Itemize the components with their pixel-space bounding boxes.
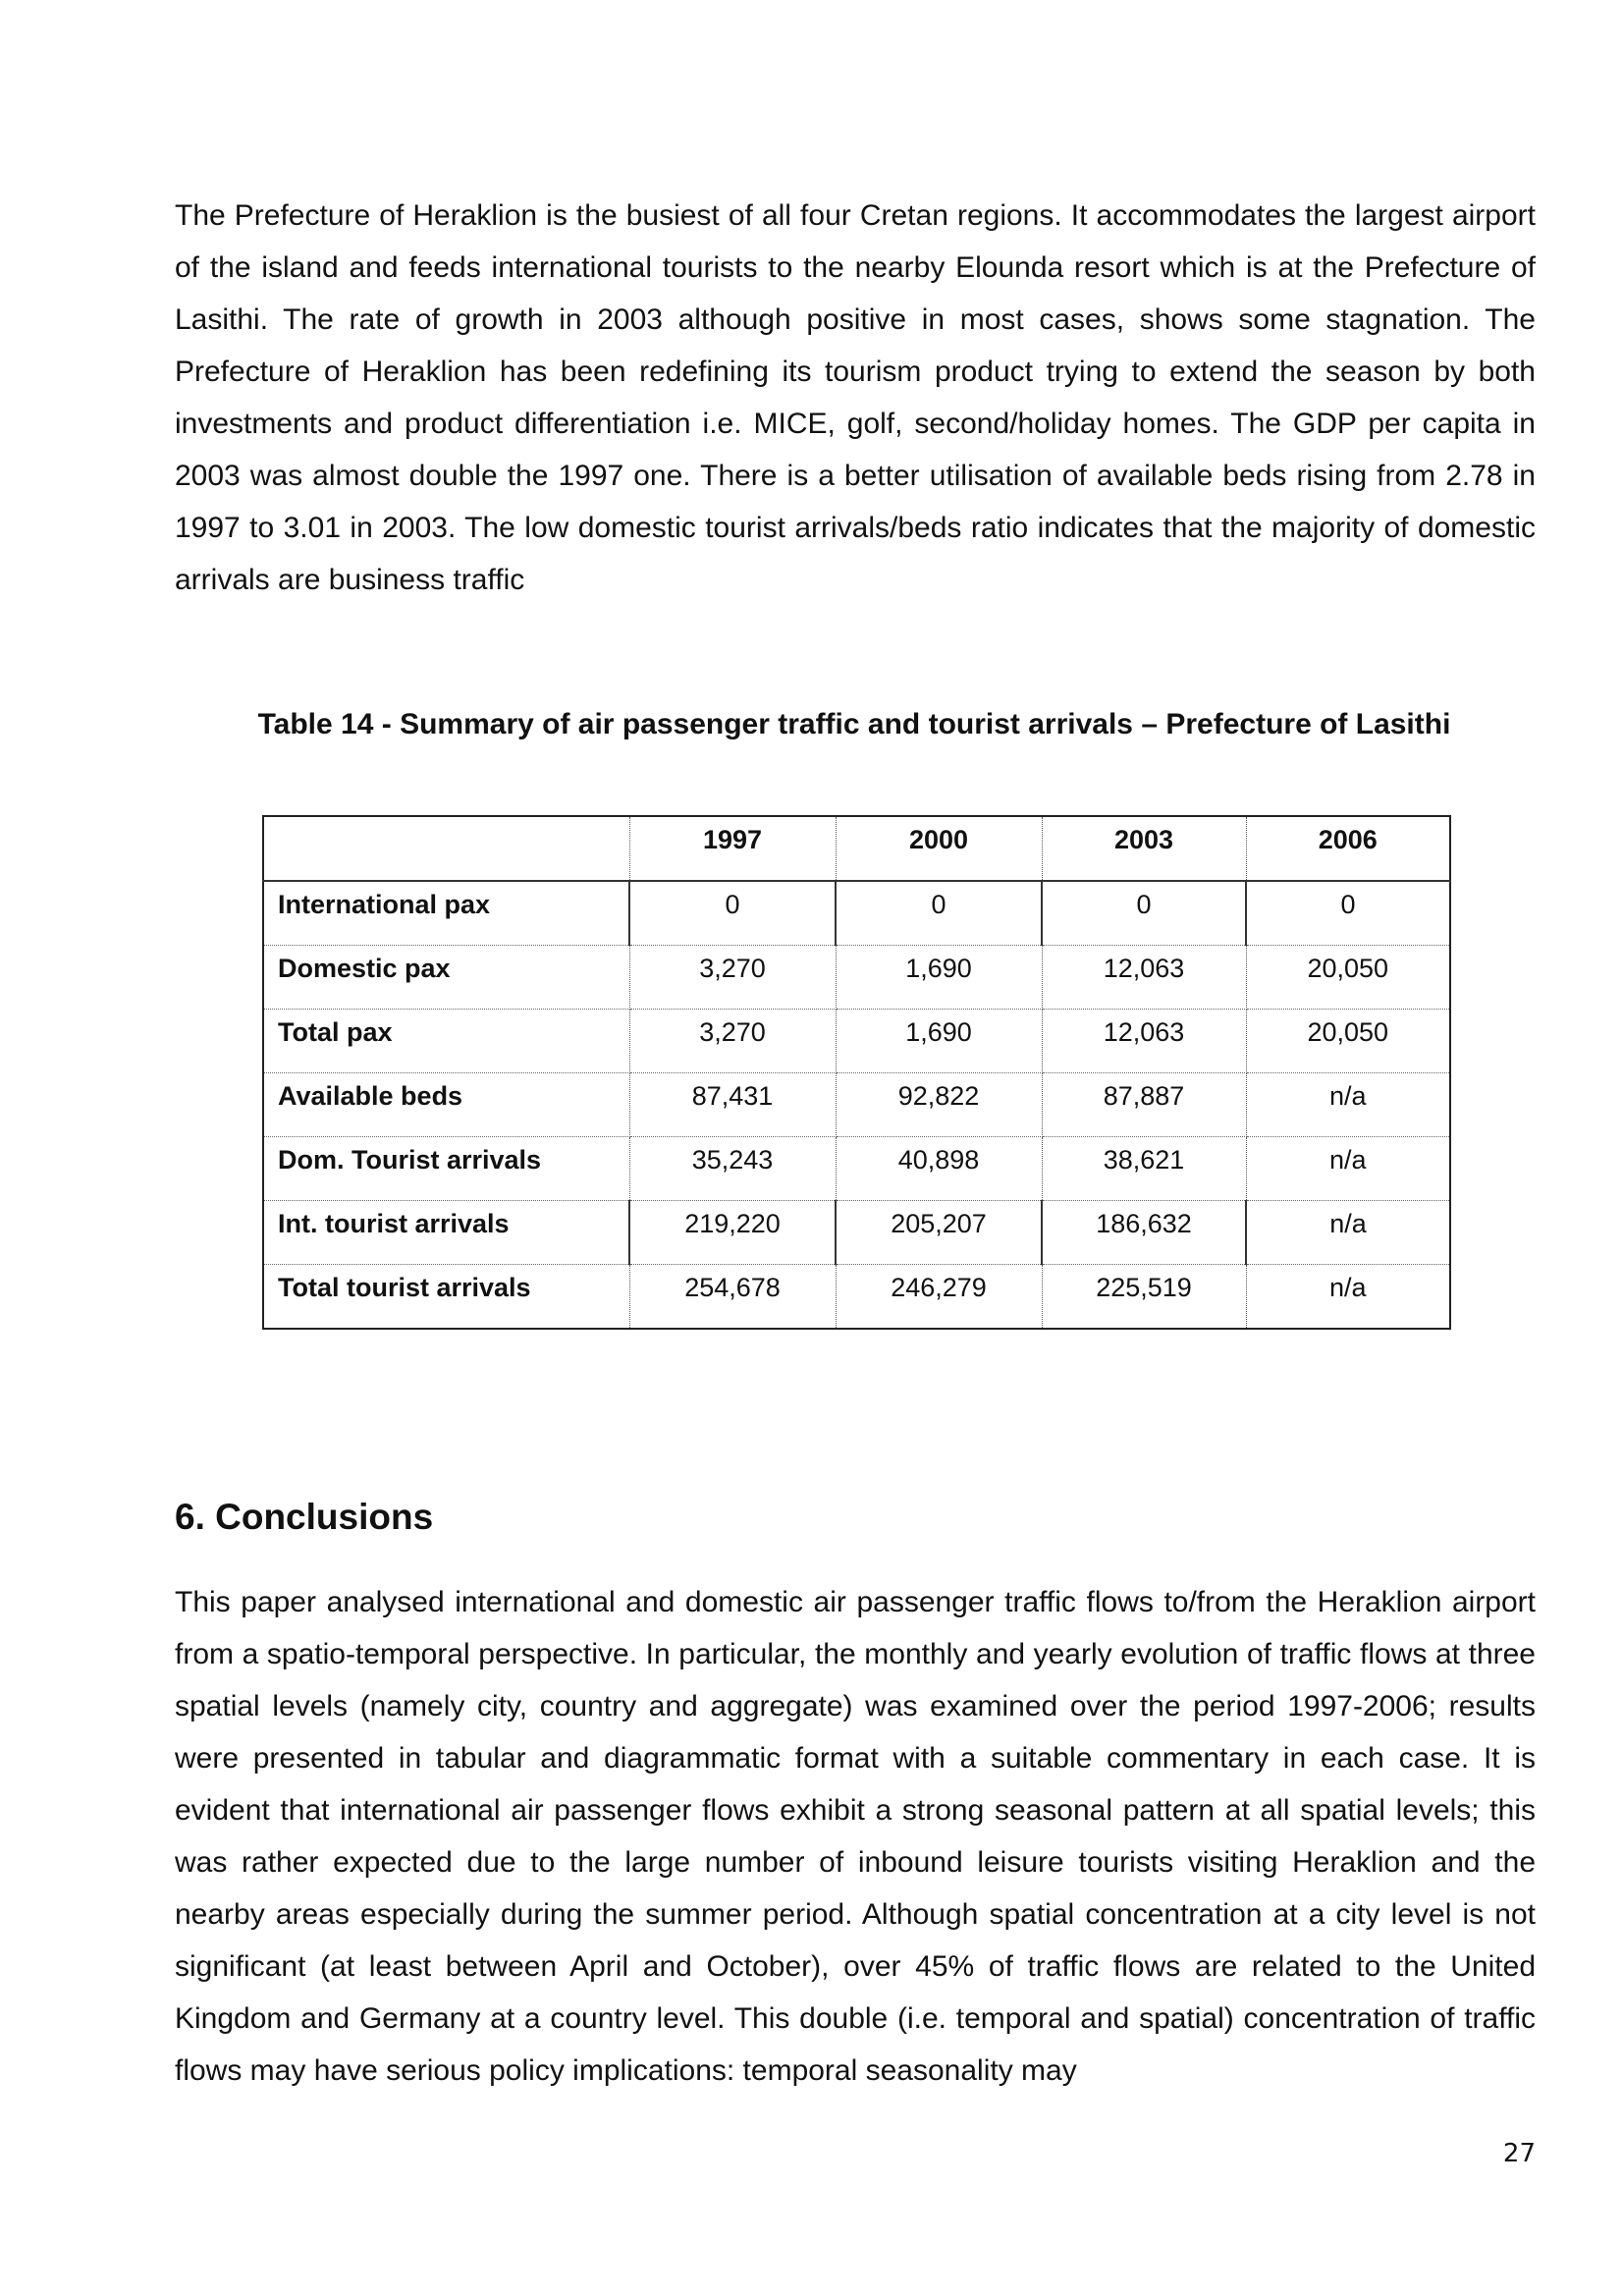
table-cell: 12,063	[1042, 946, 1246, 1010]
table-cell: 0	[1042, 881, 1246, 946]
row-label: Total tourist arrivals	[263, 1265, 629, 1330]
header-cell-2003: 2003	[1042, 816, 1246, 881]
table-cell: 246,279	[836, 1265, 1042, 1330]
table-row	[263, 1137, 1450, 1201]
table-cell: 186,632	[1042, 1201, 1246, 1265]
table-cell: n/a	[1246, 1073, 1450, 1137]
table-cell: 1,690	[836, 946, 1042, 1010]
table-cell: 3,270	[629, 1010, 836, 1073]
table-cell: n/a	[1246, 1137, 1450, 1201]
page-number: 27	[1502, 2139, 1536, 2168]
table-row	[263, 881, 1450, 946]
row-label: Dom. Tourist arrivals	[263, 1137, 629, 1201]
table-cell: 40,898	[836, 1137, 1042, 1201]
table-cell: 0	[629, 881, 836, 946]
intro-paragraph: The Prefecture of Heraklion is the busiest of all four Cretan regions. It accommodates the largest airport of the island and feeds international tourists to the nearby Elounda resort which is at the Prefecture of Lasithi. The rate of growth in 2003 although positive in most cases, shows some stagnation. The Prefecture of Heraklion has been redefining its tourism product trying to extend the season by both investments and product differentiation i.e. MICE, golf, second/holiday homes. The GDP per capita in 2003 was almost double the 1997 one. There is a better utilisation of available beds rising from 2.78 in 1997 to 3.01 in 2003. The low domestic tourist arrivals/beds ratio indicates that the majority of domestic arrivals are business traffic	[175, 199, 1536, 596]
row-label: Available beds	[263, 1073, 629, 1137]
table-row	[263, 1010, 1450, 1073]
table-caption: Table 14 - Summary of air passenger traffic and tourist arrivals – Prefecture of Lasithi	[257, 708, 1451, 740]
table-header-row	[263, 816, 1450, 881]
table-cell: 254,678	[629, 1265, 836, 1330]
table-cell: 20,050	[1246, 946, 1450, 1010]
table-cell: 225,519	[1042, 1265, 1246, 1330]
table-cell: 35,243	[629, 1137, 836, 1201]
table-cell: n/a	[1246, 1265, 1450, 1330]
table-cell: 0	[1246, 881, 1450, 946]
table-cell: 3,270	[629, 946, 836, 1010]
table-cell: 12,063	[1042, 1010, 1246, 1073]
row-label: Int. tourist arrivals	[263, 1201, 629, 1265]
table-cell: 92,822	[836, 1073, 1042, 1137]
table-row	[263, 1201, 1450, 1265]
table-row	[263, 946, 1450, 1010]
table-cell: 205,207	[836, 1201, 1042, 1265]
table-cell: n/a	[1246, 1201, 1450, 1265]
summary-table	[262, 815, 1451, 1330]
table-cell: 1,690	[836, 1010, 1042, 1073]
header-cell-2000: 2000	[836, 816, 1042, 881]
table-cell: 0	[836, 881, 1042, 946]
table-cell: 219,220	[629, 1201, 836, 1265]
section-heading-conclusions: 6. Conclusions	[175, 1497, 434, 1537]
table-cell: 87,887	[1042, 1073, 1246, 1137]
row-label: International pax	[263, 881, 629, 946]
table-row	[263, 1073, 1450, 1137]
row-label: Domestic pax	[263, 946, 629, 1010]
conclusion-paragraph: This paper analysed international and domestic air passenger traffic flows to/from the Heraklion airport from a spatio-temporal perspective. In particular, the monthly and yearly evolution of traffic flows at three spatial levels (namely city, country and aggregate) was examined over the period 1997-2006; results were presented in tabular and diagrammatic format with a suitable commentary in each case. It is evident that international air passenger flows exhibit a strong seasonal pattern at all spatial levels; this was rather expected due to the large number of inbound leisure tourists visiting Heraklion and the nearby areas especially during the summer period. Although spatial concentration at a city level is not significant (at least between April and October), over 45% of traffic flows are related to the United Kingdom and Germany at a country level. This double (i.e. temporal and spatial) concentration of traffic flows may have serious policy implications: temporal seasonality may	[175, 1586, 1536, 2087]
header-cell-1997: 1997	[629, 816, 836, 881]
row-label: Total pax	[263, 1010, 629, 1073]
table-cell: 87,431	[629, 1073, 836, 1137]
header-cell-2006: 2006	[1246, 816, 1450, 881]
table-row	[263, 1265, 1450, 1330]
table-cell: 38,621	[1042, 1137, 1246, 1201]
table-cell: 20,050	[1246, 1010, 1450, 1073]
header-cell-empty	[263, 816, 629, 881]
